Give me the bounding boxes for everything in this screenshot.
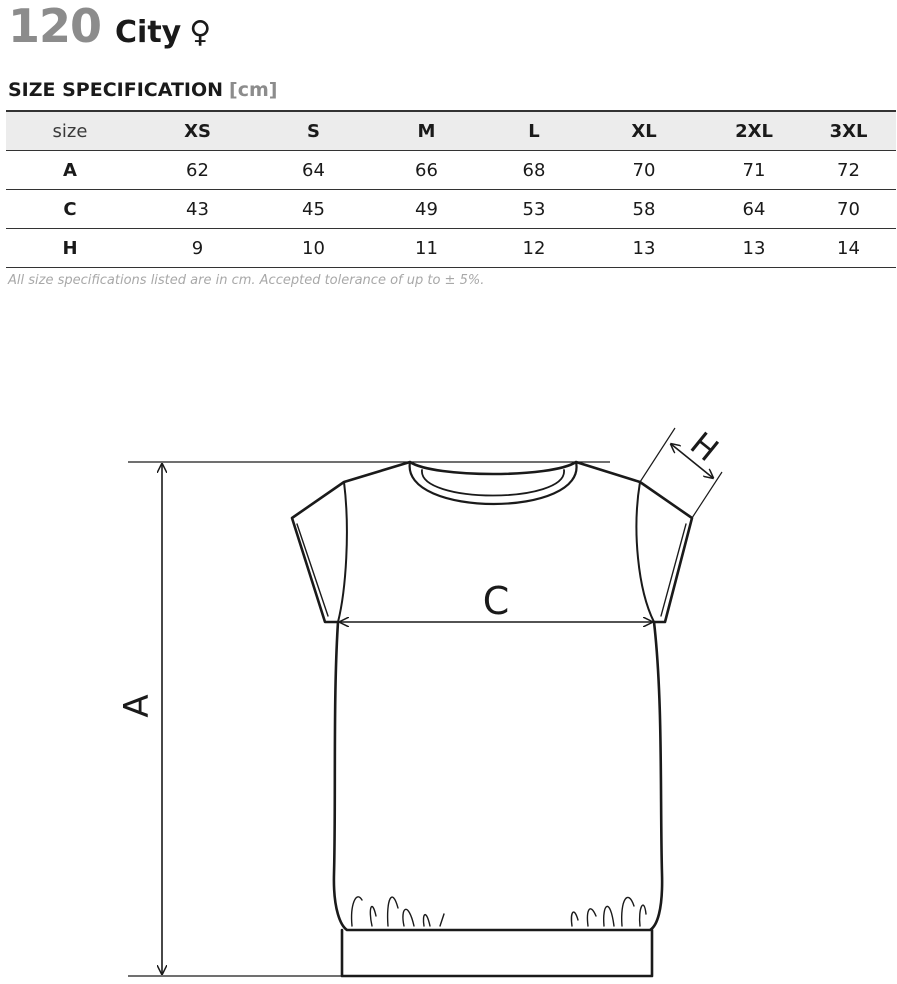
size-header-3xl: 3XL	[801, 111, 896, 151]
row-label: A	[6, 151, 134, 190]
size-table	[6, 110, 896, 268]
model-code: 120	[8, 0, 102, 53]
row-label: H	[6, 229, 134, 268]
table-cell: 13	[707, 229, 801, 268]
table-cell: 58	[581, 190, 707, 229]
table-row-a	[6, 151, 896, 190]
size-specification-title	[8, 79, 277, 101]
label-c: C	[482, 579, 510, 623]
table-cell: 43	[134, 190, 261, 229]
table-cell: 70	[581, 151, 707, 190]
table-cell: 70	[801, 190, 896, 229]
table-cell: 49	[366, 190, 487, 229]
table-cell: 45	[261, 190, 366, 229]
table-row-h	[6, 229, 896, 268]
table-cell: 53	[487, 190, 581, 229]
table-cell: 14	[801, 229, 896, 268]
tshirt-outline	[292, 462, 692, 976]
size-header-s: S	[261, 111, 366, 151]
table-row-c	[6, 190, 896, 229]
tshirt-measurement-diagram	[0, 400, 897, 984]
table-cell: 13	[581, 229, 707, 268]
female-icon: ♀	[189, 15, 212, 50]
table-cell: 62	[134, 151, 261, 190]
table-cell: 66	[366, 151, 487, 190]
tolerance-note: All size specifications listed are in cm. Accepted tolerance of up to ± 5%.	[8, 273, 485, 288]
size-header-xs: XS	[134, 111, 261, 151]
table-cell: 72	[801, 151, 896, 190]
model-name: City	[115, 15, 182, 50]
label-h: H	[683, 424, 726, 470]
table-cell: 71	[707, 151, 801, 190]
measure-a	[128, 462, 610, 976]
size-header-xl: XL	[581, 111, 707, 151]
size-header-l: L	[487, 111, 581, 151]
table-cell: 11	[366, 229, 487, 268]
label-a: A	[117, 694, 157, 718]
size-column-header: size	[6, 111, 134, 151]
table-cell: 64	[707, 190, 801, 229]
table-cell: 68	[487, 151, 581, 190]
table-cell: 10	[261, 229, 366, 268]
size-header-m: M	[366, 111, 487, 151]
table-header-row	[6, 111, 896, 151]
row-label: C	[6, 190, 134, 229]
spec-unit: [cm]	[229, 79, 278, 101]
table-cell: 9	[134, 229, 261, 268]
product-header	[8, 0, 211, 52]
table-cell: 12	[487, 229, 581, 268]
spec-title-text: SIZE SPECIFICATION	[8, 79, 224, 101]
size-header-2xl: 2XL	[707, 111, 801, 151]
table-cell: 64	[261, 151, 366, 190]
